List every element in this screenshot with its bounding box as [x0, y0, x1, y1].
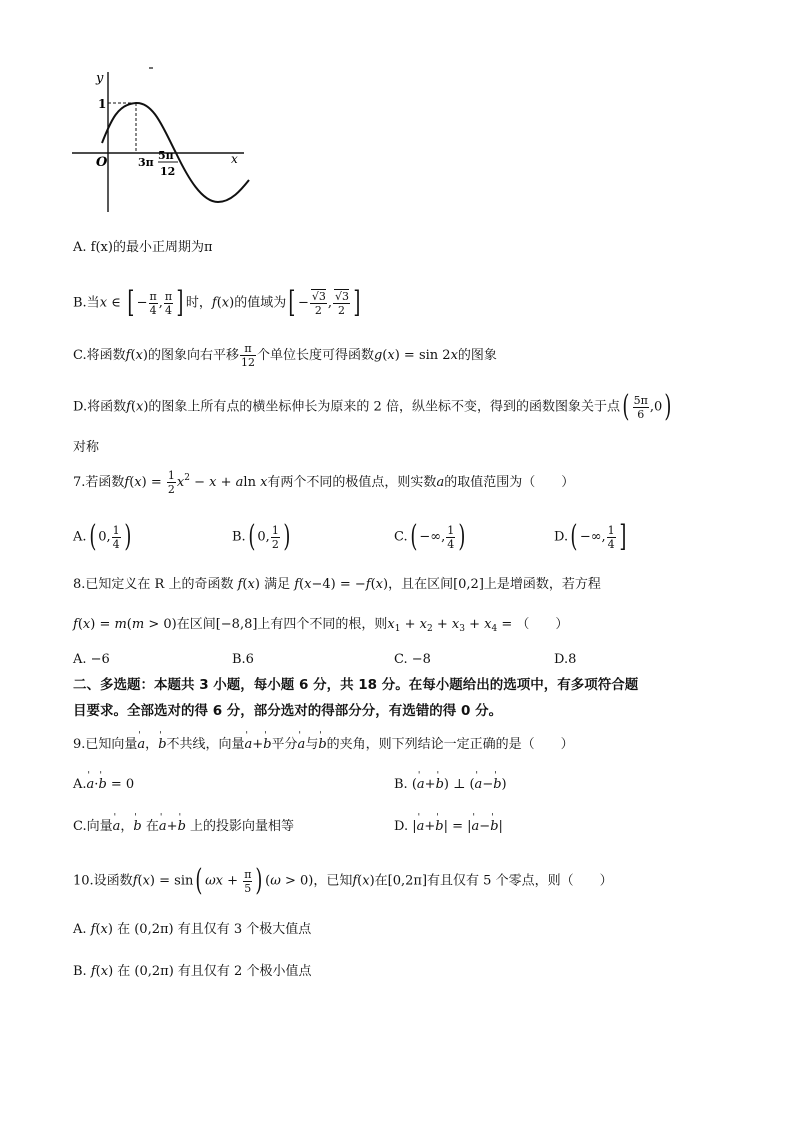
q8-option-d: D.8 [554, 652, 577, 667]
q10-stem: 10.设函数f(x) = sin( ωx + $\frac{\pi}{5}$ ) (ω > 0)，已知f(x)在[0,2π]有且仅有 5 个零点，则（ ） [73, 863, 613, 898]
q10-option-b: B. f(x) 在 (0,2π) 有且仅有 2 个极小值点 [73, 964, 312, 979]
q9-stem: 9.已知向量' a，' b不共线，向量' a+' b平分' a与' b的夹角，则下列结论一定正确的是（ ） [73, 735, 574, 755]
y-axis-label: y [96, 71, 104, 86]
q7-option-d: D.( −∞, $\frac{1}{4}$ ] [554, 519, 627, 554]
q7-option-c: C.( −∞, $\frac{1}{4}$ ) [394, 519, 466, 554]
q7-stem: 7.若函数f(x) = $\frac{1}{2}$ $x^2 - x + aln$ x有两个不同的极值点，则实数a的取值范围为（ ） [73, 469, 575, 496]
q8-option-b: B.6 [232, 652, 254, 667]
q6-option-b: B.当x ∈ [ − $\frac{\pi}{4}$ , $\frac{\pi}{4}$ ] 时，f(x)的值域为[ − $\frac{√3}{2}$ , $\frac{√3}{2}$ ] [73, 285, 361, 320]
sine-graph [66, 60, 256, 220]
x-tick-12-label: 12 [160, 165, 176, 178]
section-2-heading-cont: 目要求。全部选对的得 6 分，部分选对的得部分分，有选错的得 0 分。 [73, 703, 503, 719]
q8-stem-line1: 8.已知定义在 R 上的奇函数 f(x) 满足 f(x−4) = −f(x)，且在区间[0,2]上是增函数，若方程 [73, 577, 601, 592]
q6-option-d: D.将函数f(x)的图象上所有点的横坐标伸长为原来的 2 倍，纵坐标不变，得到的函数图象关于点( $\frac{5\pi}{6}$ ,0) [73, 389, 672, 424]
q7-option-b: B.( 0, $\frac{1}{2}$ ) [232, 519, 291, 554]
q6-option-c: C.将函数f(x)的图象向右平移 $\frac{\pi}{12}$ 个单位长度可得函数g(x) = sin 2x的图象 [73, 342, 497, 369]
y-one-label: 1 [98, 97, 107, 111]
q8-option-a: A. −6 [73, 652, 110, 667]
x-tick-5pi-label: 5π [158, 149, 174, 162]
q8-stem-line2: f(x) = m(m > 0)在区间[−8,8]上有四个不同的根，则$x_1 + x_2 + x_3 + x_4$ = （ ） [73, 617, 569, 634]
q6-option-d-cont: 对称 [73, 440, 100, 455]
q9-option-d: D. |' a+' b| = |' a−' b| [394, 817, 503, 837]
q7-option-a: A.( 0, $\frac{1}{4}$ ) [73, 519, 132, 554]
x-tick-mid-label: 3π [138, 156, 154, 169]
x-axis-label: x [231, 152, 238, 166]
q9-option-c: C.向量' a，' b 在' a+' b 上的投影向量相等 [73, 817, 294, 837]
origin-label: O [96, 155, 108, 170]
section-2-heading: 二、多选题：本题共 3 小题，每小题 6 分，共 18 分。在每小题给出的选项中，有多项符合题 [73, 677, 639, 693]
q8-option-c: C. −8 [394, 652, 431, 667]
q9-option-a: A.' a·' b = 0 [73, 775, 134, 795]
q9-option-b: B. (' a+' b) ⊥ (' a−' b) [394, 775, 507, 795]
q6-option-a: A. f(x)的最小正周期为π [73, 240, 213, 255]
q10-option-a: A. f(x) 在 (0,2π) 有且仅有 3 个极大值点 [73, 922, 312, 937]
